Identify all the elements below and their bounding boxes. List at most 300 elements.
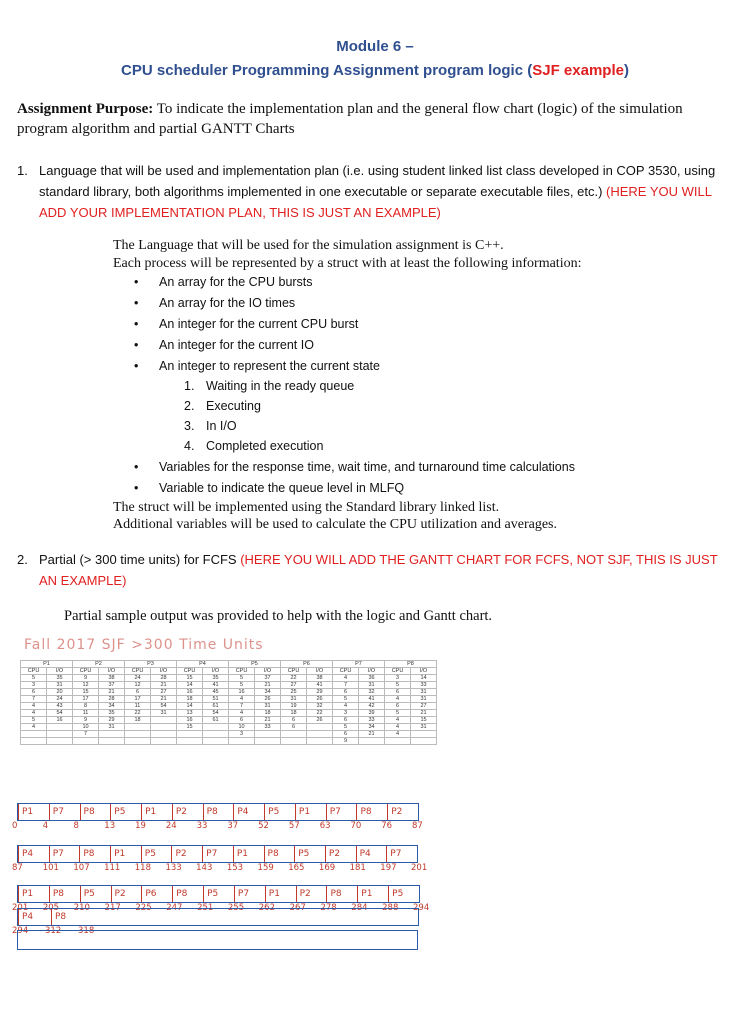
table-cell: 16 <box>47 717 73 724</box>
table-cell: 15 <box>177 675 203 682</box>
table-cell: 16 <box>229 689 255 696</box>
table-cell: 54 <box>151 703 177 710</box>
table-cell: 31 <box>411 696 437 703</box>
table-cell <box>73 738 99 745</box>
gantt-time: 205 <box>42 903 60 913</box>
gantt-time: 153 <box>226 863 244 873</box>
column-header: CPU <box>21 668 47 675</box>
process-header: P4 <box>177 661 229 668</box>
column-header: CPU <box>333 668 359 675</box>
table-cell: 34 <box>359 724 385 731</box>
gantt-time: 33 <box>196 821 208 831</box>
table-cell: 38 <box>99 675 125 682</box>
table-cell: 4 <box>333 675 359 682</box>
gantt-cell: P1 <box>265 886 296 902</box>
gantt-cell: P2 <box>172 804 203 820</box>
gantt-time: 284 <box>351 903 368 913</box>
gantt-cell: P8 <box>79 846 110 862</box>
gantt-cell: P7 <box>386 846 417 862</box>
column-header: CPU <box>281 668 307 675</box>
table-cell: 4 <box>385 731 411 738</box>
gantt-time: 19 <box>135 821 146 831</box>
table-cell: 3 <box>229 731 255 738</box>
gantt-time: 4 <box>42 821 49 831</box>
gantt-cell: P8 <box>80 804 111 820</box>
column-header: CPU <box>229 668 255 675</box>
table-cell: 28 <box>99 696 125 703</box>
table-cell: 26 <box>307 696 333 703</box>
table-cell: 31 <box>359 682 385 689</box>
gantt-time: 159 <box>257 863 274 873</box>
table-cell: 12 <box>125 682 151 689</box>
table-cell: 18 <box>281 710 307 717</box>
gantt-time: 288 <box>382 903 399 913</box>
gantt-row <box>17 885 420 903</box>
table-cell <box>411 731 437 738</box>
closing-line-1: The struct will be implemented using the Standard library linked list. <box>113 500 500 515</box>
table-cell: 39 <box>359 710 385 717</box>
table-cell: 32 <box>307 703 333 710</box>
table-cell: 21 <box>151 696 177 703</box>
gantt-time: 169 <box>318 863 336 873</box>
table-cell: 31 <box>411 724 437 731</box>
table-cell <box>307 738 333 745</box>
state-item: 3. In I/O <box>184 419 237 433</box>
list-item: • An integer for the current IO <box>134 338 314 352</box>
table-cell: 18 <box>255 710 281 717</box>
gantt-cell: P1 <box>110 846 141 862</box>
table-cell: 42 <box>359 703 385 710</box>
gantt-cell: P4 <box>18 909 51 925</box>
gantt-cell: P2 <box>387 804 418 820</box>
column-header: I/O <box>203 668 229 675</box>
table-cell <box>151 738 177 745</box>
table-cell <box>229 738 255 745</box>
title-highlight: SJF example <box>532 62 624 79</box>
table-cell: 8 <box>73 703 99 710</box>
gantt-cell: P5 <box>264 804 295 820</box>
list-item: • Variables for the response time, wait time, and turnaround time calculations <box>134 460 575 474</box>
table-cell <box>359 738 385 745</box>
table-cell: 11 <box>73 710 99 717</box>
table-cell: 29 <box>307 689 333 696</box>
gantt-time: 52 <box>258 821 269 831</box>
gantt-time: 217 <box>104 903 121 913</box>
table-cell: 31 <box>151 710 177 717</box>
column-header: CPU <box>125 668 151 675</box>
gantt-cell: P7 <box>49 804 80 820</box>
gantt-cell: P2 <box>171 846 202 862</box>
table-cell: 5 <box>21 717 47 724</box>
table-cell <box>99 738 125 745</box>
table-cell: 31 <box>255 703 281 710</box>
table-cell: 14 <box>411 675 437 682</box>
table-cell: 34 <box>255 689 281 696</box>
purpose-text: To indicate the implementation plan and the general flow chart (logic) of the simulation program algorithm and partial GANTT Charts <box>17 101 683 137</box>
table-cell: 33 <box>359 717 385 724</box>
section-1-number: 1. <box>17 163 28 178</box>
column-header: I/O <box>307 668 333 675</box>
table-cell: 5 <box>229 675 255 682</box>
section-2-text: Partial (> 300 time units) for FCFS <box>39 552 241 567</box>
table-cell: 6 <box>385 689 411 696</box>
process-header: P7 <box>333 661 385 668</box>
gantt-time: 107 <box>73 863 90 873</box>
table-cell: 41 <box>359 696 385 703</box>
table-cell: 10 <box>229 724 255 731</box>
table-cell: 9 <box>73 717 99 724</box>
table-cell: 41 <box>203 682 229 689</box>
table-cell: 6 <box>229 717 255 724</box>
gantt-time: 133 <box>165 863 182 873</box>
state-item: 4. Completed execution <box>184 439 324 453</box>
table-cell <box>385 738 411 745</box>
column-header: CPU <box>73 668 99 675</box>
table-row <box>21 689 437 696</box>
table-cell: 35 <box>203 675 229 682</box>
sample-output-line: Partial sample output was provided to help with the logic and Gantt chart. <box>64 608 493 624</box>
page-title <box>0 62 750 79</box>
table-cell: 9 <box>333 738 359 745</box>
table-cell: 4 <box>229 696 255 703</box>
table-cell <box>125 738 151 745</box>
table-cell: 21 <box>151 682 177 689</box>
table-cell: 4 <box>21 724 47 731</box>
table-cell: 38 <box>307 675 333 682</box>
table-cell: 27 <box>151 689 177 696</box>
handwritten-title: Fall 2017 SJF >300 Time Units <box>24 637 264 653</box>
table-cell: 21 <box>255 717 281 724</box>
process-header: P2 <box>73 661 125 668</box>
table-cell: 37 <box>99 682 125 689</box>
table-cell: 24 <box>125 675 151 682</box>
gantt-cell: P1 <box>141 804 172 820</box>
gantt-cell: P8 <box>356 804 387 820</box>
column-header: I/O <box>411 668 437 675</box>
table-cell: 51 <box>203 696 229 703</box>
table-cell: 22 <box>307 710 333 717</box>
gantt-time: 118 <box>134 863 151 873</box>
table-cell <box>47 731 73 738</box>
closing-line-2: Additional variables will be used to calculate the CPU utilization and averages. <box>113 517 557 532</box>
module-heading: Module 6 – <box>336 38 414 55</box>
gantt-cell: P5 <box>294 846 325 862</box>
table-cell <box>99 731 125 738</box>
gantt-time: 8 <box>73 821 79 831</box>
process-header: P8 <box>385 661 437 668</box>
section-2-note: (HERE YOU WILL ADD THE GANTT CHART FOR FCFS, NOT SJF, THIS IS JUST AN EXAMPLE) <box>39 552 718 588</box>
gantt-time: 0 <box>12 821 18 831</box>
table-cell: 17 <box>73 696 99 703</box>
table-row <box>21 724 437 731</box>
table-cell: 29 <box>99 717 125 724</box>
process-header: P1 <box>21 661 73 668</box>
table-cell: 11 <box>125 703 151 710</box>
table-cell <box>255 738 281 745</box>
gantt-cell: P7 <box>202 846 233 862</box>
table-cell: 16 <box>177 689 203 696</box>
gantt-time: 197 <box>380 863 397 873</box>
table-cell: 6 <box>21 689 47 696</box>
table-cell <box>21 738 47 745</box>
gantt-cell: P8 <box>326 886 357 902</box>
list-item: • An array for the IO times <box>134 296 296 310</box>
gantt-time: 255 <box>227 903 245 913</box>
gantt-cell: P4 <box>18 846 49 862</box>
table-row <box>21 696 437 703</box>
table-cell: 15 <box>177 724 203 731</box>
section-1 <box>17 160 732 223</box>
gantt-time: 278 <box>320 903 337 913</box>
table-cell: 5 <box>333 696 359 703</box>
list-item: • An integer to represent the current state <box>134 359 380 373</box>
gantt-cell: P8 <box>51 909 84 925</box>
section-1-text: Language that will be used and implementation plan (i.e. using student linked list class developed in COP 3530, using standard library, both algorithms implemented in one executable or separate executable files, etc.) <box>39 163 716 199</box>
table-cell <box>47 738 73 745</box>
gantt-cell: P7 <box>49 846 80 862</box>
gantt-time: 312 <box>45 926 62 936</box>
gantt-cell: P2 <box>296 886 327 902</box>
gantt-time: 251 <box>197 903 214 913</box>
process-header: P3 <box>125 661 177 668</box>
gantt-time: 70 <box>350 821 362 831</box>
table-cell: 14 <box>177 703 203 710</box>
title-suffix: ) <box>623 62 629 79</box>
table-cell: 35 <box>99 710 125 717</box>
table-cell: 54 <box>47 710 73 717</box>
table-cell: 31 <box>411 689 437 696</box>
table-cell: 34 <box>99 703 125 710</box>
table-cell: 4 <box>333 703 359 710</box>
table-cell: 37 <box>255 675 281 682</box>
gantt-empty-row <box>17 930 418 950</box>
table-cell: 31 <box>99 724 125 731</box>
gantt-time: 201 <box>12 903 29 913</box>
table-cell <box>177 731 203 738</box>
gantt-cell: P4 <box>356 846 387 862</box>
state-item: 1. Waiting in the ready queue <box>184 379 355 393</box>
gantt-row <box>17 803 419 821</box>
table-cell: 5 <box>333 724 359 731</box>
table-cell: 21 <box>359 731 385 738</box>
gantt-time: 24 <box>165 821 177 831</box>
table-cell <box>281 738 307 745</box>
table-cell <box>281 731 307 738</box>
table-cell: 6 <box>281 724 307 731</box>
table-cell: 26 <box>255 696 281 703</box>
table-cell: 45 <box>203 689 229 696</box>
gantt-cell: P8 <box>264 846 295 862</box>
process-header: P6 <box>281 661 333 668</box>
gantt-time: 101 <box>42 863 59 873</box>
language-line: The Language that will be used for the simulation assignment is C++. <box>113 238 504 253</box>
table-cell: 10 <box>73 724 99 731</box>
table-cell: 16 <box>177 717 203 724</box>
gantt-time: 262 <box>258 903 275 913</box>
table-cell: 20 <box>47 689 73 696</box>
table-cell: 15 <box>73 689 99 696</box>
list-item: • An array for the CPU bursts <box>134 275 313 289</box>
gantt-cell: P8 <box>49 886 80 902</box>
gantt-cell: P1 <box>357 886 388 902</box>
gantt-cell: P7 <box>326 804 357 820</box>
table-cell: 15 <box>411 717 437 724</box>
gantt-cell: P1 <box>18 804 49 820</box>
gantt-time: 143 <box>196 863 213 873</box>
table-cell: 4 <box>385 724 411 731</box>
table-cell <box>203 738 229 745</box>
purpose-label: Assignment Purpose: <box>17 101 154 117</box>
table-cell: 5 <box>385 682 411 689</box>
gantt-time: 210 <box>73 903 90 913</box>
table-row <box>21 703 437 710</box>
table-cell <box>151 731 177 738</box>
column-header: I/O <box>151 668 177 675</box>
table-cell: 27 <box>281 682 307 689</box>
table-row <box>21 731 437 738</box>
table-cell: 6 <box>333 689 359 696</box>
table-cell <box>255 731 281 738</box>
table-cell: 6 <box>125 689 151 696</box>
table-cell: 3 <box>21 682 47 689</box>
gantt-time: 181 <box>349 863 366 873</box>
gantt-time: 318 <box>78 926 95 936</box>
table-cell: 6 <box>333 717 359 724</box>
gantt-cell: P1 <box>233 846 264 862</box>
gantt-time: 165 <box>288 863 305 873</box>
table-cell: 21 <box>411 710 437 717</box>
gantt-time: 247 <box>166 903 183 913</box>
gantt-time: 76 <box>381 821 393 831</box>
section-2 <box>17 549 732 591</box>
table-cell: 31 <box>47 682 73 689</box>
column-header: I/O <box>99 668 125 675</box>
gantt-time: 267 <box>289 903 306 913</box>
table-cell <box>21 731 47 738</box>
gantt-cell: P5 <box>141 846 172 862</box>
table-cell <box>203 724 229 731</box>
table-cell: 4 <box>385 717 411 724</box>
table-cell: 14 <box>177 682 203 689</box>
table-cell: 12 <box>73 682 99 689</box>
list-item: • Variable to indicate the queue level in MLFQ <box>134 481 405 495</box>
gantt-row <box>17 845 418 863</box>
gantt-time: 294 <box>413 903 430 913</box>
gantt-time: 225 <box>135 903 152 913</box>
table-cell <box>125 724 151 731</box>
gantt-cell: P1 <box>295 804 326 820</box>
table-cell: 4 <box>229 710 255 717</box>
table-cell: 35 <box>47 675 73 682</box>
table-cell: 6 <box>333 731 359 738</box>
table-cell: 5 <box>21 675 47 682</box>
gantt-cell: P5 <box>110 804 141 820</box>
gantt-cell: P2 <box>325 846 356 862</box>
gantt-time: 63 <box>319 821 331 831</box>
struct-line: Each process will be represented by a struct with at least the following information: <box>113 256 582 271</box>
table-cell <box>411 738 437 745</box>
table-cell: 6 <box>281 717 307 724</box>
column-header: CPU <box>177 668 203 675</box>
table-cell: 54 <box>203 710 229 717</box>
table-cell: 7 <box>21 696 47 703</box>
gantt-time: 111 <box>104 863 121 873</box>
table-cell: 18 <box>177 696 203 703</box>
section-2-number: 2. <box>17 552 28 567</box>
title-prefix: CPU scheduler Programming Assignment program logic ( <box>121 62 533 79</box>
gantt-cell: P8 <box>172 886 203 902</box>
state-item: 2. Executing <box>184 399 261 413</box>
column-header: I/O <box>47 668 73 675</box>
table-cell: 31 <box>281 696 307 703</box>
table-cell: 61 <box>203 703 229 710</box>
table-cell: 22 <box>125 710 151 717</box>
table-row <box>21 675 437 682</box>
table-cell: 13 <box>177 710 203 717</box>
table-cell: 26 <box>307 717 333 724</box>
gantt-time: 13 <box>104 821 116 831</box>
table-cell: 4 <box>385 696 411 703</box>
gantt-cell: P2 <box>111 886 142 902</box>
table-cell: 33 <box>255 724 281 731</box>
column-header: I/O <box>359 668 385 675</box>
table-cell: 3 <box>333 710 359 717</box>
table-cell: 24 <box>47 696 73 703</box>
gantt-time: 57 <box>288 821 300 831</box>
gantt-cell: P5 <box>80 886 111 902</box>
table-cell <box>307 731 333 738</box>
gantt-time: 37 <box>227 821 239 831</box>
table-cell: 21 <box>99 689 125 696</box>
gantt-cell: P7 <box>234 886 265 902</box>
table-cell: 21 <box>255 682 281 689</box>
table-cell <box>177 738 203 745</box>
table-row <box>21 710 437 717</box>
table-cell: 22 <box>281 675 307 682</box>
table-cell: 25 <box>281 689 307 696</box>
table-cell: 5 <box>385 710 411 717</box>
table-cell: 17 <box>125 696 151 703</box>
table-cell: 3 <box>385 675 411 682</box>
gantt-cell: P8 <box>203 804 234 820</box>
table-cell: 4 <box>21 710 47 717</box>
gantt-time: 201 <box>411 863 428 873</box>
table-cell <box>151 724 177 731</box>
column-header: CPU <box>385 668 411 675</box>
table-cell: 27 <box>411 703 437 710</box>
table-cell <box>47 724 73 731</box>
table-cell: 36 <box>359 675 385 682</box>
table-cell <box>203 731 229 738</box>
process-header: P5 <box>229 661 281 668</box>
gantt-cell: P5 <box>203 886 234 902</box>
assignment-purpose <box>17 99 737 139</box>
table-cell: 41 <box>307 682 333 689</box>
table-cell: 28 <box>151 675 177 682</box>
gantt-cell: P4 <box>233 804 264 820</box>
table-cell: 33 <box>411 682 437 689</box>
table-cell: 9 <box>73 675 99 682</box>
table-cell <box>307 724 333 731</box>
table-cell <box>151 717 177 724</box>
table-cell: 7 <box>73 731 99 738</box>
table-cell: 19 <box>281 703 307 710</box>
table-cell: 7 <box>229 703 255 710</box>
gantt-time: 87 <box>12 863 23 873</box>
gantt-time: 87 <box>412 821 423 831</box>
table-cell <box>125 731 151 738</box>
process-table <box>20 660 437 745</box>
